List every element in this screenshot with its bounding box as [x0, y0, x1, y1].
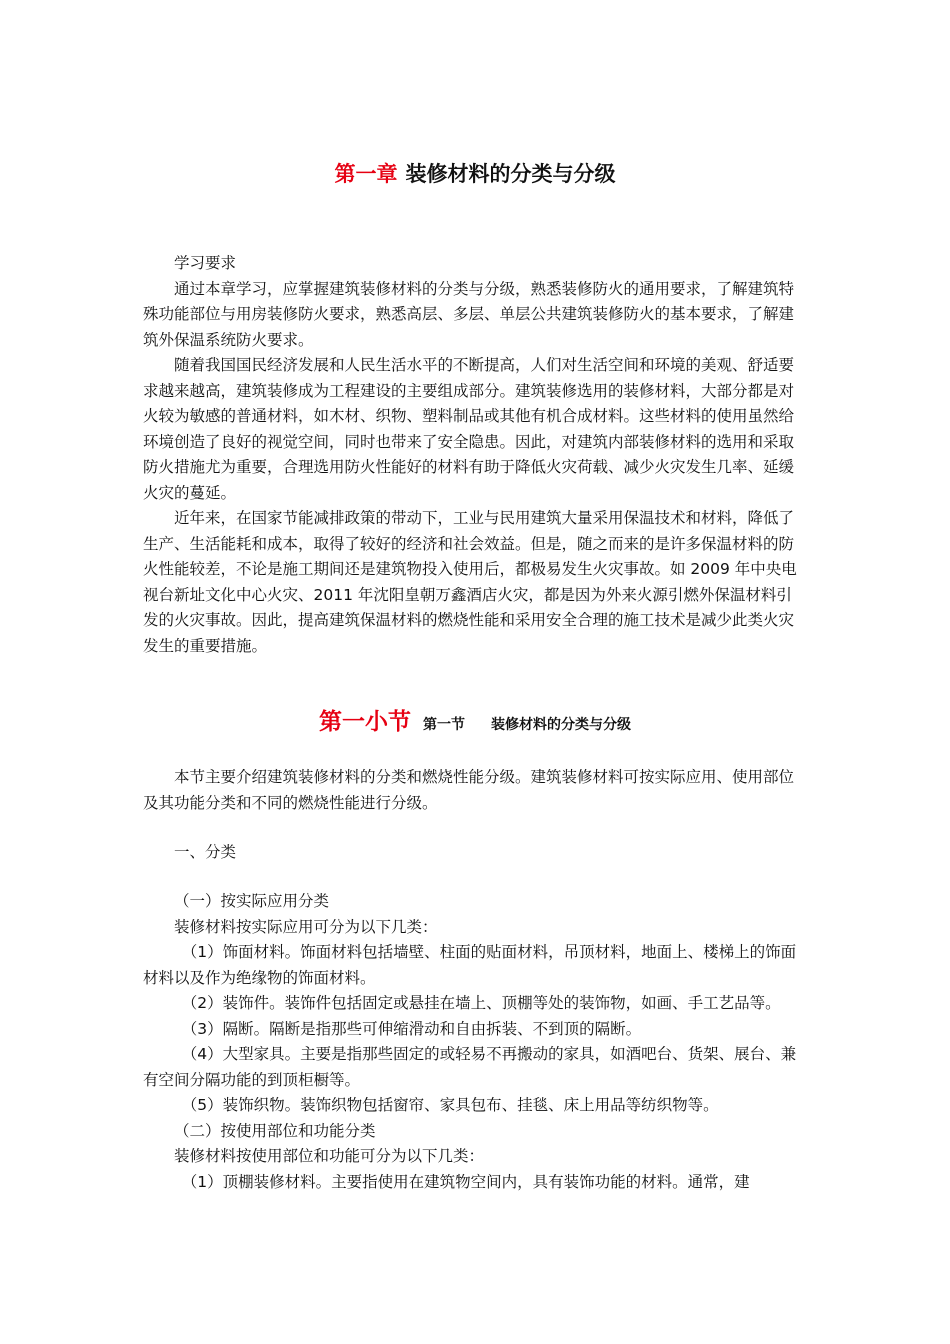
- section-title: [0, 706, 950, 741]
- sub2-item-1: （1）顶棚装修材料。主要指使用在建筑物空间内，具有装饰功能的材料。通常，建: [181, 1172, 750, 1191]
- classification-heading: 一、分类: [174, 843, 237, 861]
- sub1-lead: 装修材料按实际应用可分为以下几类：: [174, 917, 438, 936]
- intro-heading: 学习要求: [174, 254, 237, 272]
- intro-block: [143, 251, 807, 659]
- section-heading: 装修材料的分类与分级: [491, 717, 631, 733]
- sub1-item-4: （4）大型家具。主要是指那些固定的或轻易不再搬动的家具，如酒吧台、货架、展台、兼有空间分隔功能的到顶柜橱等。: [143, 1045, 797, 1089]
- sub1-item-2: （2）装饰件。装饰件包括固定或悬挂在墙上、顶棚等处的装饰物，如画、手工艺品等。: [181, 994, 781, 1012]
- intro-paragraph-3: 近年来，在国家节能减排政策的带动下，工业与民用建筑大量采用保温技术和材料，降低了生产、生活能耗和成本，取得了较好的经济和社会效益。但是，随之而来的是许多保温材料的防火性能较差，不论是施工期间还是建筑物投入使用后，都极易发生火灾事故。如 2009 年中央电视台新址文化中心火灾、2011 年沈阳皇朝万鑫酒店火灾，都是因为外来火源引燃外保温材料引发的火灾事故。因此，提高建筑保温材料的燃烧性能和采用安全合理的施工技术是减少此类火灾发生的重要措施。: [143, 509, 797, 655]
- sub2-lead: 装修材料按使用部位和功能可分为以下几类：: [174, 1147, 485, 1165]
- sub1-heading: （一）按实际应用分类: [174, 892, 330, 910]
- section-intro-block: [143, 765, 807, 816]
- classification-list-block: [143, 889, 807, 1195]
- section-number: 第一节: [423, 717, 465, 733]
- sub1-item-1: （1）饰面材料。饰面材料包括墙壁、柱面的贴面材料，吊顶材料，地面上、楼梯上的饰面材料以及作为绝缘物的饰面材料。: [143, 943, 797, 987]
- chapter-heading: 装修材料的分类与分级: [405, 162, 616, 186]
- section-intro-paragraph: 本节主要介绍建筑装修材料的分类和燃烧性能分级。建筑装修材料可按实际应用、使用部位及其功能分类和不同的燃烧性能进行分级。: [143, 768, 795, 812]
- chapter-title: [0, 159, 950, 189]
- intro-paragraph-2: 随着我国国民经济发展和人民生活水平的不断提高，人们对生活空间和环境的美观、舒适要求越来越高，建筑装修成为工程建设的主要组成部分。建筑装修选用的装修材料，大部分都是对火较为敏感的普通材料，如木材、织物、塑料制品或其他有机合成材料。这些材料的使用虽然给环境创造了良好的视觉空间，同时也带来了安全隐患。因此，对建筑内部装修材料的选用和采取防火措施尤为重要，合理选用防火性能好的材料有助于降低火灾荷载、减少火灾发生几率、延缓火灾的蔓延。: [143, 356, 795, 502]
- sub1-item-3: （3）隔断。隔断是指那些可伸缩滑动和自由拆装、不到顶的隔断。: [181, 1019, 642, 1038]
- chapter-label: 第一章: [334, 162, 398, 186]
- classification-heading-block: [143, 840, 807, 866]
- section-label: 第一小节: [319, 708, 411, 735]
- sub1-item-5: （5）装饰织物。装饰织物包括窗帘、家具包布、挂毯、床上用品等纺织物等。: [181, 1096, 719, 1114]
- intro-paragraph-1: 通过本章学习，应掌握建筑装修材料的分类与分级，熟悉装修防火的通用要求，了解建筑特殊功能部位与用房装修防火要求，熟悉高层、多层、单层公共建筑装修防火的基本要求，了解建筑外保温系统防火要求。: [143, 279, 795, 349]
- sub2-heading: （二）按使用部位和功能分类: [174, 1121, 376, 1140]
